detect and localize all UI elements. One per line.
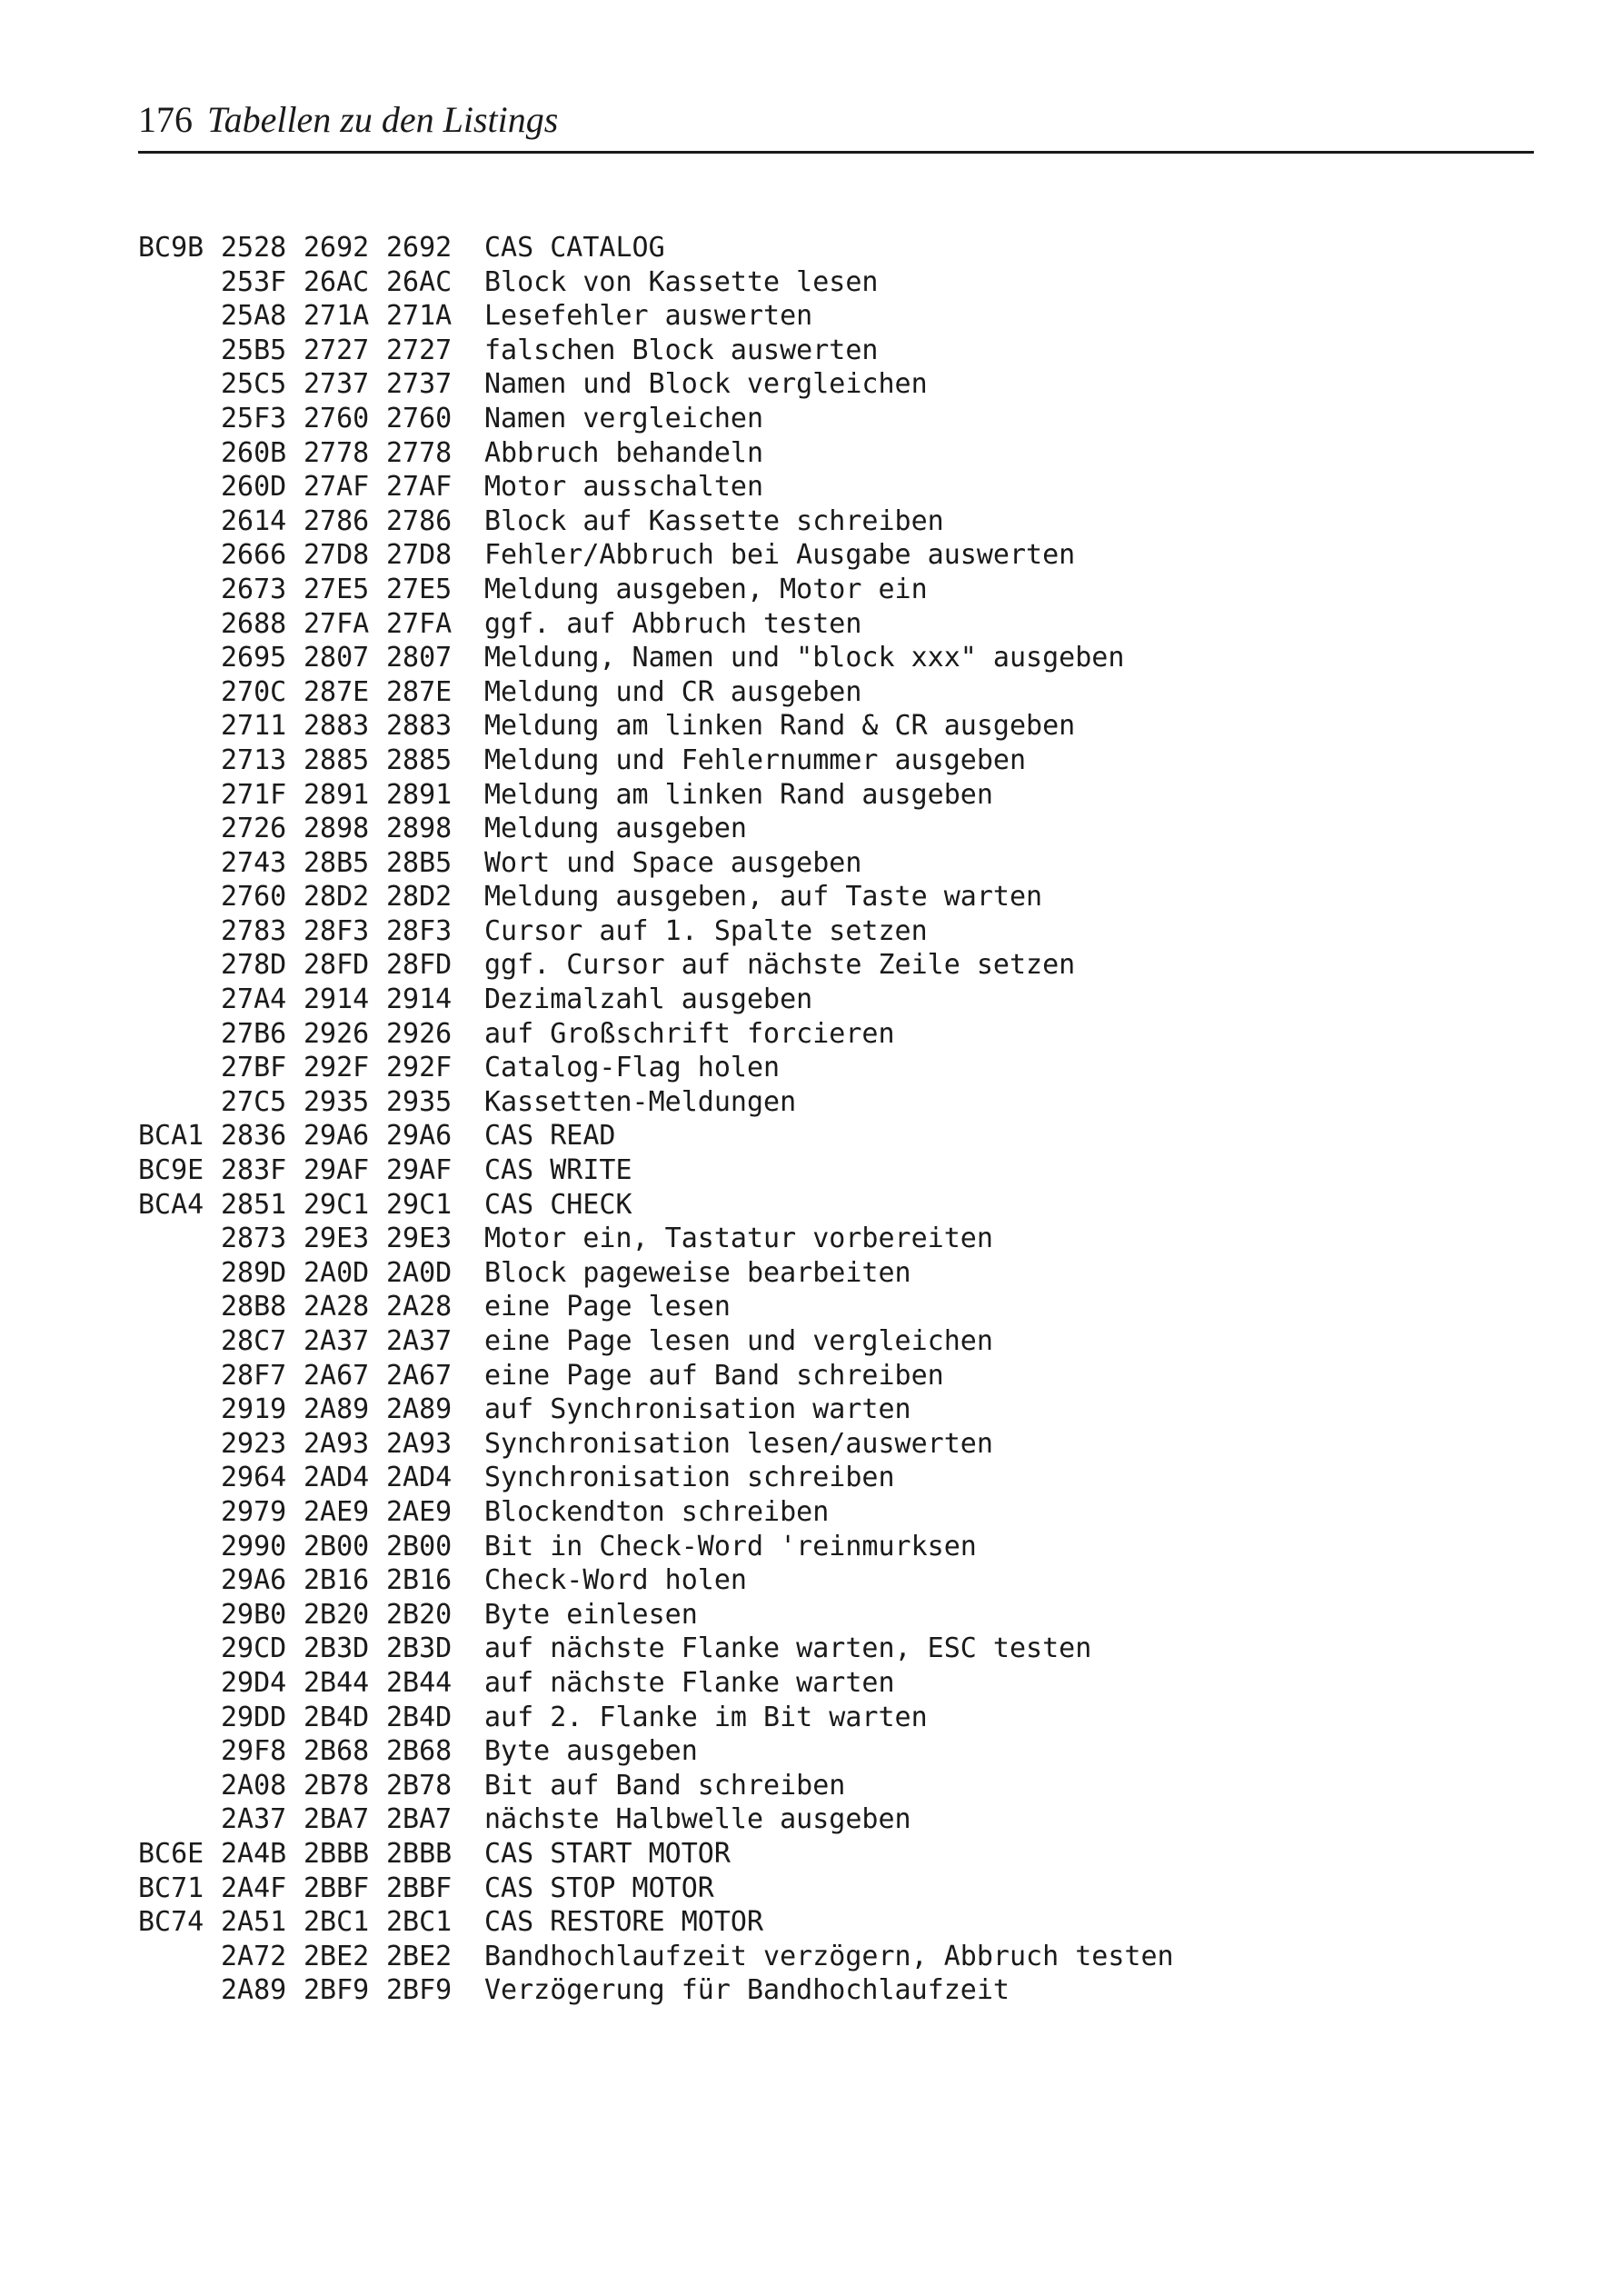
address-col-3: 27FA xyxy=(386,607,453,640)
address-col-2: 28FD xyxy=(303,949,370,982)
address-col-1: 2726 xyxy=(221,813,287,845)
address-col-1: 2923 xyxy=(221,1427,287,1460)
routine-description: Byte ausgeben xyxy=(484,1735,698,1768)
address-col-2: 2A0D xyxy=(303,1256,370,1289)
address-col-3: 29E3 xyxy=(386,1223,453,1255)
address-col-3: 2BF9 xyxy=(386,1974,453,2007)
address-col-1: 29A6 xyxy=(221,1564,287,1597)
address-col-1: 2873 xyxy=(221,1223,287,1255)
address-col-1: 25F3 xyxy=(221,402,287,434)
address-col-2: 2A89 xyxy=(303,1393,370,1426)
address-col-2: 2914 xyxy=(303,983,370,1016)
address-col-2: 2BBB xyxy=(303,1837,370,1870)
address-col-2: 2BA7 xyxy=(303,1803,370,1836)
entry-address: BC9B xyxy=(138,232,204,264)
address-col-1: 27A4 xyxy=(221,983,287,1016)
routine-description: Meldung ausgeben xyxy=(484,813,747,845)
routine-description: Motor ein, Tastatur vorbereiten xyxy=(484,1223,993,1255)
address-col-1: 278D xyxy=(221,949,287,982)
address-col-1: 289D xyxy=(221,1256,287,1289)
entry-address: BC71 xyxy=(138,1872,204,1904)
routine-description: CAS READ xyxy=(484,1120,616,1153)
address-col-3: 2914 xyxy=(386,983,453,1016)
address-col-1: 2A37 xyxy=(221,1803,287,1836)
address-col-1: 28F7 xyxy=(221,1359,287,1392)
routine-description: Meldung am linken Rand ausgeben xyxy=(484,778,993,811)
address-col-2: 2AD4 xyxy=(303,1462,370,1494)
address-col-3: 2A89 xyxy=(386,1393,453,1426)
routine-description: auf Synchronisation warten xyxy=(484,1393,911,1426)
address-col-3: 28D2 xyxy=(386,881,453,913)
routine-description: ggf. Cursor auf nächste Zeile setzen xyxy=(484,949,1076,982)
address-col-2: 2B3D xyxy=(303,1632,370,1665)
address-col-2: 2898 xyxy=(303,813,370,845)
address-col-2: 29E3 xyxy=(303,1223,370,1255)
address-col-2: 2935 xyxy=(303,1085,370,1118)
address-col-3: 29C1 xyxy=(386,1188,453,1221)
address-col-1: 27BF xyxy=(221,1052,287,1084)
routine-description: Lesefehler auswerten xyxy=(484,300,813,333)
routine-description: auf Großschrift forcieren xyxy=(484,1017,895,1050)
routine-description: Block auf Kassette schreiben xyxy=(484,504,944,537)
address-col-2: 27E5 xyxy=(303,573,370,605)
address-col-3: 2AE9 xyxy=(386,1495,453,1528)
address-col-2: 2A67 xyxy=(303,1359,370,1392)
address-col-3: 28F3 xyxy=(386,914,453,947)
address-col-2: 2737 xyxy=(303,368,370,401)
address-col-3: 27E5 xyxy=(386,573,453,605)
address-col-1: 2528 xyxy=(221,232,287,264)
address-col-2: 29A6 xyxy=(303,1120,370,1153)
address-col-3: 29A6 xyxy=(386,1120,453,1153)
address-col-2: 2B00 xyxy=(303,1530,370,1562)
routine-description: Verzögerung für Bandhochlaufzeit xyxy=(484,1974,1010,2007)
address-col-2: 2B4D xyxy=(303,1701,370,1733)
routine-description: Kassetten-Meldungen xyxy=(484,1085,797,1118)
address-col-3: 2935 xyxy=(386,1085,453,1118)
routine-description: CAS CATALOG xyxy=(484,232,665,264)
address-col-3: 2778 xyxy=(386,436,453,469)
address-col-2: 2AE9 xyxy=(303,1495,370,1528)
address-col-2: 2B68 xyxy=(303,1735,370,1768)
address-col-3: 27AF xyxy=(386,471,453,504)
address-col-3: 29AF xyxy=(386,1154,453,1187)
address-col-2: 2891 xyxy=(303,778,370,811)
entry-address: BC6E xyxy=(138,1837,204,1870)
address-col-2: 271A xyxy=(303,300,370,333)
routine-description: CAS CHECK xyxy=(484,1188,632,1221)
header-rule xyxy=(138,151,1534,154)
address-col-2: 29C1 xyxy=(303,1188,370,1221)
address-col-3: 2B78 xyxy=(386,1769,453,1802)
address-col-1: 2A72 xyxy=(221,1940,287,1972)
routine-description: Meldung, Namen und "block xxx" ausgeben xyxy=(484,642,1125,674)
address-col-3: 2B4D xyxy=(386,1701,453,1733)
address-col-3: 2AD4 xyxy=(386,1462,453,1494)
routine-description: Synchronisation lesen/auswerten xyxy=(484,1427,993,1460)
address-col-3: 2692 xyxy=(386,232,453,264)
address-col-3: 2BA7 xyxy=(386,1803,453,1836)
routine-description: Bit in Check-Word 'reinmurksen xyxy=(484,1530,977,1562)
address-col-1: 270C xyxy=(221,675,287,708)
address-col-1: 27C5 xyxy=(221,1085,287,1118)
address-col-3: 2BBF xyxy=(386,1872,453,1904)
address-col-3: 2737 xyxy=(386,368,453,401)
routine-description: CAS WRITE xyxy=(484,1154,632,1187)
routine-description: Meldung und Fehlernummer ausgeben xyxy=(484,744,1027,776)
address-col-3: 2B20 xyxy=(386,1598,453,1631)
address-col-1: 2713 xyxy=(221,744,287,776)
address-col-2: 27FA xyxy=(303,607,370,640)
address-col-3: 28FD xyxy=(386,949,453,982)
address-col-1: 260B xyxy=(221,436,287,469)
address-col-2: 27D8 xyxy=(303,539,370,572)
address-col-3: 2A0D xyxy=(386,1256,453,1289)
routine-description: Bit auf Band schreiben xyxy=(484,1769,846,1802)
routine-description: Meldung und CR ausgeben xyxy=(484,675,862,708)
address-col-2: 29AF xyxy=(303,1154,370,1187)
routine-description: Cursor auf 1. Spalte setzen xyxy=(484,914,928,947)
routine-description: auf 2. Flanke im Bit warten xyxy=(484,1701,928,1733)
address-col-3: 292F xyxy=(386,1052,453,1084)
address-col-1: 25B5 xyxy=(221,334,287,366)
address-col-1: 2A89 xyxy=(221,1974,287,2007)
address-col-3: 2BBB xyxy=(386,1837,453,1870)
address-col-2: 287E xyxy=(303,675,370,708)
address-col-3: 2B68 xyxy=(386,1735,453,1768)
address-col-1: 2760 xyxy=(221,881,287,913)
address-col-3: 2786 xyxy=(386,504,453,537)
address-col-1: 2919 xyxy=(221,1393,287,1426)
address-col-2: 2BE2 xyxy=(303,1940,370,1972)
address-col-2: 2926 xyxy=(303,1017,370,1050)
address-col-2: 2A28 xyxy=(303,1291,370,1323)
address-col-2: 2B20 xyxy=(303,1598,370,1631)
address-col-3: 287E xyxy=(386,675,453,708)
address-col-3: 2B44 xyxy=(386,1666,453,1699)
routine-description: eine Page lesen xyxy=(484,1291,731,1323)
address-col-1: 2783 xyxy=(221,914,287,947)
address-col-1: 2964 xyxy=(221,1462,287,1494)
address-col-1: 28C7 xyxy=(221,1325,287,1357)
routine-description: CAS RESTORE MOTOR xyxy=(484,1906,764,1939)
address-col-2: 2807 xyxy=(303,642,370,674)
address-col-2: 2B44 xyxy=(303,1666,370,1699)
address-col-3: 2B16 xyxy=(386,1564,453,1597)
address-col-3: 2A37 xyxy=(386,1325,453,1357)
address-col-2: 2760 xyxy=(303,402,370,434)
address-col-2: 2883 xyxy=(303,710,370,743)
address-col-1: 271F xyxy=(221,778,287,811)
address-col-3: 2A28 xyxy=(386,1291,453,1323)
address-col-2: 2B16 xyxy=(303,1564,370,1597)
address-col-3: 2B00 xyxy=(386,1530,453,1562)
routine-description: Block pageweise bearbeiten xyxy=(484,1256,911,1289)
address-col-1: 28B8 xyxy=(221,1291,287,1323)
address-col-1: 25A8 xyxy=(221,300,287,333)
address-col-2: 292F xyxy=(303,1052,370,1084)
address-col-1: 2695 xyxy=(221,642,287,674)
address-col-1: 2688 xyxy=(221,607,287,640)
address-col-1: 2A08 xyxy=(221,1769,287,1802)
routine-description: Blockendton schreiben xyxy=(484,1495,830,1528)
address-col-3: 2BC1 xyxy=(386,1906,453,1939)
address-col-1: 2836 xyxy=(221,1120,287,1153)
page-number: 176 xyxy=(138,99,193,140)
address-col-3: 2883 xyxy=(386,710,453,743)
address-col-2: 2692 xyxy=(303,232,370,264)
address-col-2: 28B5 xyxy=(303,846,370,879)
address-col-1: 29B0 xyxy=(221,1598,287,1631)
address-col-3: 2727 xyxy=(386,334,453,366)
routine-description: eine Page auf Band schreiben xyxy=(484,1359,944,1392)
address-col-3: 2760 xyxy=(386,402,453,434)
address-col-2: 28D2 xyxy=(303,881,370,913)
address-col-2: 26AC xyxy=(303,265,370,298)
routine-description: ggf. auf Abbruch testen xyxy=(484,607,862,640)
address-col-2: 2727 xyxy=(303,334,370,366)
address-col-2: 2786 xyxy=(303,504,370,537)
address-col-3: 271A xyxy=(386,300,453,333)
address-col-1: 283F xyxy=(221,1154,287,1187)
entry-address: BC74 xyxy=(138,1906,204,1939)
routine-description: Namen vergleichen xyxy=(484,402,764,434)
page-title: Tabellen zu den Listings xyxy=(207,99,559,140)
address-col-3: 2891 xyxy=(386,778,453,811)
routine-description: Namen und Block vergleichen xyxy=(484,368,928,401)
address-col-1: 2743 xyxy=(221,846,287,879)
routine-description: auf nächste Flanke warten, ESC testen xyxy=(484,1632,1092,1665)
address-col-3: 28B5 xyxy=(386,846,453,879)
address-col-3: 27D8 xyxy=(386,539,453,572)
address-col-2: 2BC1 xyxy=(303,1906,370,1939)
address-col-3: 2A67 xyxy=(386,1359,453,1392)
routine-description: falschen Block auswerten xyxy=(484,334,879,366)
routine-description: Block von Kassette lesen xyxy=(484,265,879,298)
entry-address: BC9E xyxy=(138,1154,204,1187)
address-col-3: 2A93 xyxy=(386,1427,453,1460)
entry-address: BCA4 xyxy=(138,1188,204,1221)
routine-description: CAS START MOTOR xyxy=(484,1837,731,1870)
address-col-1: 29CD xyxy=(221,1632,287,1665)
routine-description: Dezimalzahl ausgeben xyxy=(484,983,813,1016)
routine-description: nächste Halbwelle ausgeben xyxy=(484,1803,911,1836)
routine-description: eine Page lesen und vergleichen xyxy=(484,1325,993,1357)
address-col-1: 27B6 xyxy=(221,1017,287,1050)
address-col-2: 2A93 xyxy=(303,1427,370,1460)
page-header xyxy=(138,87,1534,153)
address-col-1: 2666 xyxy=(221,539,287,572)
routine-description: Meldung am linken Rand & CR ausgeben xyxy=(484,710,1076,743)
address-col-1: 25C5 xyxy=(221,368,287,401)
address-col-3: 26AC xyxy=(386,265,453,298)
routine-description: Wort und Space ausgeben xyxy=(484,846,862,879)
address-col-2: 28F3 xyxy=(303,914,370,947)
routine-description: Abbruch behandeln xyxy=(484,436,764,469)
routine-description: Byte einlesen xyxy=(484,1598,698,1631)
address-col-1: 29F8 xyxy=(221,1735,287,1768)
routine-description: Meldung ausgeben, auf Taste warten xyxy=(484,881,1043,913)
address-col-2: 2885 xyxy=(303,744,370,776)
routine-description: CAS STOP MOTOR xyxy=(484,1872,714,1904)
routine-description: Check-Word holen xyxy=(484,1564,747,1597)
routine-description: Motor ausschalten xyxy=(484,471,764,504)
address-col-1: 2979 xyxy=(221,1495,287,1528)
address-col-1: 2A51 xyxy=(221,1906,287,1939)
address-col-1: 2711 xyxy=(221,710,287,743)
address-col-1: 253F xyxy=(221,265,287,298)
address-col-2: 2778 xyxy=(303,436,370,469)
address-col-1: 2990 xyxy=(221,1530,287,1562)
address-col-1: 2673 xyxy=(221,573,287,605)
entry-address: BCA1 xyxy=(138,1120,204,1153)
routine-description: Catalog-Flag holen xyxy=(484,1052,781,1084)
routine-description: Meldung ausgeben, Motor ein xyxy=(484,573,928,605)
address-col-1: 2614 xyxy=(221,504,287,537)
address-col-1: 29DD xyxy=(221,1701,287,1733)
routine-description: auf nächste Flanke warten xyxy=(484,1666,895,1699)
routine-description: Bandhochlaufzeit verzögern, Abbruch testen xyxy=(484,1940,1174,1972)
address-col-1: 29D4 xyxy=(221,1666,287,1699)
address-col-2: 27AF xyxy=(303,471,370,504)
address-col-3: 2807 xyxy=(386,642,453,674)
address-col-2: 2BBF xyxy=(303,1872,370,1904)
address-col-1: 2851 xyxy=(221,1188,287,1221)
routine-description: Synchronisation schreiben xyxy=(484,1462,895,1494)
address-col-1: 260D xyxy=(221,471,287,504)
routine-description: Fehler/Abbruch bei Ausgabe auswerten xyxy=(484,539,1076,572)
address-col-3: 2885 xyxy=(386,744,453,776)
address-col-3: 2898 xyxy=(386,813,453,845)
address-col-2: 2BF9 xyxy=(303,1974,370,2007)
address-col-1: 2A4B xyxy=(221,1837,287,1870)
address-col-3: 2B3D xyxy=(386,1632,453,1665)
address-col-1: 2A4F xyxy=(221,1872,287,1904)
address-col-2: 2B78 xyxy=(303,1769,370,1802)
address-col-2: 2A37 xyxy=(303,1325,370,1357)
address-col-3: 2BE2 xyxy=(386,1940,453,1972)
address-col-3: 2926 xyxy=(386,1017,453,1050)
